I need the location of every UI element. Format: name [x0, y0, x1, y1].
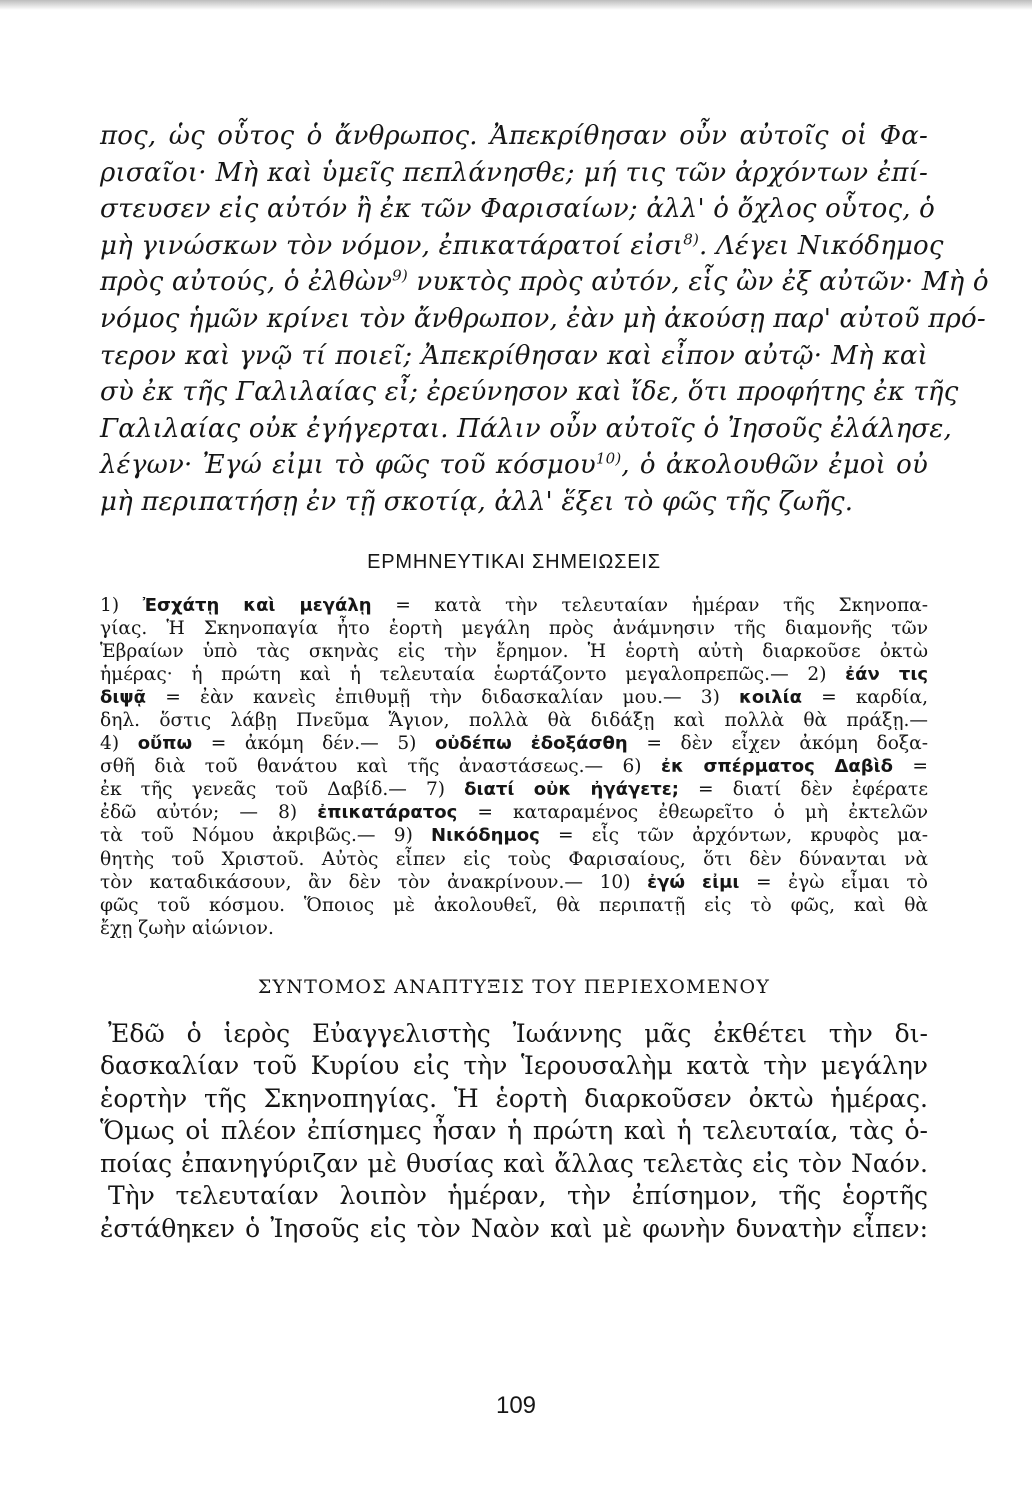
note-term: ἐκ σπέρματος Δαβὶδ	[660, 756, 894, 778]
passage-line: νόμος ἡμῶν κρίνει τὸν ἄνθρωπον, ἐὰν μὴ ἀκούσῃ παρ' αὐτοῦ πρό-	[100, 303, 986, 334]
summary-heading: ΣΥΝΤΟΜΟΣ ΑΝΑΠΤΥΞΙΣ ΤΟΥ ΠΕΡΙΕΧΟΜΕΝΟΥ	[257, 975, 771, 998]
passage-line: μὴ γινώσκων τὸν νόμον, ἐπικατάρατοί εἰσι$^{8)}$. Λέγει Νικόδημος	[100, 230, 944, 261]
summary-line: Τὴν τελευταίαν λοιπὸν ἡμέραν, τὴν ἐπίσημον, τῆς ἑορτῆς	[108, 1181, 928, 1211]
note-term: διψᾷ	[100, 686, 147, 708]
passage-line: μὴ περιπατήσῃ ἐν τῇ σκοτίᾳ, ἀλλ' ἕξει τὸ φῶς τῆς ζωῆς.	[100, 486, 854, 517]
note-line: 1) Ἐσχάτῃ καὶ μεγάλῃ = κατὰ τὴν τελευταίαν ἡμέραν τῆς Σκηνοπα-	[100, 594, 929, 616]
note-term: ἐγώ εἰμι	[647, 871, 740, 893]
note-term: ἐάν τις	[845, 663, 928, 685]
note-line: 4) οὔπω = ἀκόμη δέν.— 5) οὐδέπω ἐδοξάσθη = δὲν εἶχεν ἀκόμη δοξα-	[100, 733, 928, 755]
note-line: φῶς τοῦ κόσμου. Ὅποιος μὲ ἀκολουθεῖ, θὰ περιπατῇ εἰς τὸ φῶς, καὶ θὰ	[100, 894, 928, 916]
passage-line: στευσεν εἰς αὐτόν ἢ ἐκ τῶν Φαρισαίων; ἀλλ' ὁ ὄχλος οὗτος, ὁ	[100, 194, 936, 225]
note-line: σθῆ διὰ τοῦ θανάτου καὶ τῆς ἀναστάσεως.— 6) ἐκ σπέρματος Δαβὶδ =	[100, 756, 929, 778]
summary-line: Ἐδῶ ὁ ἱερὸς Εὐαγγελιστὴς Ἰωάννης μᾶς ἐκθέτει τὴν δι-	[108, 1018, 928, 1048]
passage-line: πος, ὡς οὗτος ὁ ἄνθρωπος. Ἀπεκρίθησαν οὖν αὐτοῖς οἱ Φα-	[100, 121, 928, 151]
notes-heading: ΕΡΜΗΝΕΥΤΙΚΑΙ ΣΗΜΕΙΩΣΕΙΣ	[367, 550, 661, 573]
note-term: ἐπικατάρατος	[317, 802, 458, 824]
footnote-mark: 8)	[683, 230, 700, 249]
book-page	[100, 118, 989, 1245]
note-term: Νικόδημος	[431, 825, 540, 847]
note-line: ἐκ τῆς γενεᾶς τοῦ Δαβίδ.— 7) διατί οὐκ ἠγάγετε; = διατί δὲν ἐφέρατε	[100, 779, 928, 801]
note-line: ἔχῃ ζωὴν αἰώνιον.	[100, 917, 274, 939]
note-term: οὐδέπω ἐδοξάσθη	[435, 733, 628, 755]
gospel-passage	[100, 118, 989, 521]
interpretive-notes	[100, 594, 928, 940]
passage-line: ρισαῖοι· Μὴ καὶ ὑμεῖς πεπλάνησθε; μή τις τῶν ἀρχόντων ἐπί-	[100, 157, 928, 188]
note-line: γίας. Ἡ Σκηνοπαγία ἦτο ἑορτὴ μεγάλη πρὸς ἀνάμνησιν τῆς διαμονῆς τῶν	[100, 617, 928, 639]
note-line: ἡμέρας· ἡ πρώτη καὶ ἡ τελευταία ἑωρτάζοντο μεγαλοπρεπῶς.— 2) ἐάν τις	[100, 663, 928, 685]
note-term: Ἐσχάτῃ καὶ μεγάλῃ	[142, 594, 372, 616]
summary-line: Ὅμως οἱ πλέον ἐπίσημες ἦσαν ἡ πρώτη καὶ ἡ τελευταία, τὰς ὁ-	[100, 1116, 928, 1146]
note-line: θητὴς τοῦ Χριστοῦ. Αὐτὸς εἶπεν εἰς τοὺς Φαρισαίους, ὅτι δὲν δύνανται νὰ	[100, 848, 928, 870]
note-line: ἐδῶ αὐτόν; — 8) ἐπικατάρατος = καταραμένος ἐθεωρεῖτο ὁ μὴ ἐκτελῶν	[100, 802, 929, 824]
note-line: δηλ. ὅστις λάβῃ Πνεῦμα Ἅγιον, πολλὰ θὰ διδάξῃ καὶ πολλὰ θὰ πράξῃ.—	[100, 710, 928, 731]
content-summary	[100, 1018, 928, 1246]
summary-line: ἐστάθηκεν ὁ Ἰησοῦς εἰς τὸν Ναὸν καὶ μὲ φωνὴν δυνατὴν εἶπεν:	[100, 1213, 928, 1243]
passage-line: σὺ ἐκ τῆς Γαλιλαίας εἶ; ἐρεύνησον καὶ ἴδε, ὅτι προφήτης ἐκ τῆς	[100, 377, 959, 408]
note-line: τὸν καταδικάσουν, ἂν δὲν τὸν ἀνακρίνουν.— 10) ἐγώ εἰμι = ἐγὼ εἶμαι τὸ	[100, 871, 929, 893]
note-line: διψᾷ = ἐὰν κανεὶς ἐπιθυμῇ τὴν διδασκαλίαν μου.— 3) κοιλία = καρδία,	[100, 686, 928, 708]
footnote-mark: 10)	[595, 449, 622, 468]
passage-line: Γαλιλαίας οὐκ ἐγήγερται. Πάλιν οὖν αὐτοῖς ὁ Ἰησοῦς ἐλάλησε,	[100, 413, 952, 444]
note-line: τὰ τοῦ Νόμου ἀκριβῶς.— 9) Νικόδημος = εἷς τῶν ἀρχόντων, κρυφὸς μα-	[100, 825, 928, 847]
note-line: Ἑβραίων ὑπὸ τὰς σκηνὰς εἰς τὴν ἔρημον. Ἡ ἑορτὴ αὐτὴ διαρκοῦσε ὀκτὼ	[100, 640, 928, 662]
page-number: 109	[495, 1392, 537, 1419]
passage-line: πρὸς αὐτούς, ὁ ἐλθὼν$^{9)}$ νυκτὸς πρὸς αὐτόν, εἷς ὢν ἐξ αὐτῶν· Μὴ ὁ	[100, 266, 989, 298]
summary-line: δασκαλίαν τοῦ Κυρίου εἰς τὴν Ἱερουσαλὴμ κατὰ τὴν μεγάλην	[100, 1051, 928, 1081]
footnote-mark: 9)	[392, 266, 408, 285]
passage-line: λέγων· Ἐγώ εἰμι τὸ φῶς τοῦ κόσμου$^{10)}$, ὁ ἀκολουθῶν ἐμοὶ οὐ	[100, 449, 928, 481]
passage-line: τερον καὶ γνῷ τί ποιεῖ; Ἀπεκρίθησαν καὶ εἶπον αὐτῷ· Μὴ καὶ	[100, 340, 928, 371]
scan-edge	[0, 0, 1032, 10]
summary-line: ἑορτὴν τῆς Σκηνοπηγίας. Ἡ ἑορτὴ διαρκοῦσεν ὀκτὼ ἡμέρας.	[100, 1083, 928, 1113]
note-term: κοιλία	[739, 686, 802, 708]
note-term: διατί οὐκ ἠγάγετε;	[464, 779, 679, 801]
summary-line: ποίας ἐπανηγύριζαν μὲ θυσίας καὶ ἄλλας τελετὰς εἰς τὸν Ναόν.	[100, 1148, 928, 1178]
note-term: οὔπω	[137, 733, 193, 755]
